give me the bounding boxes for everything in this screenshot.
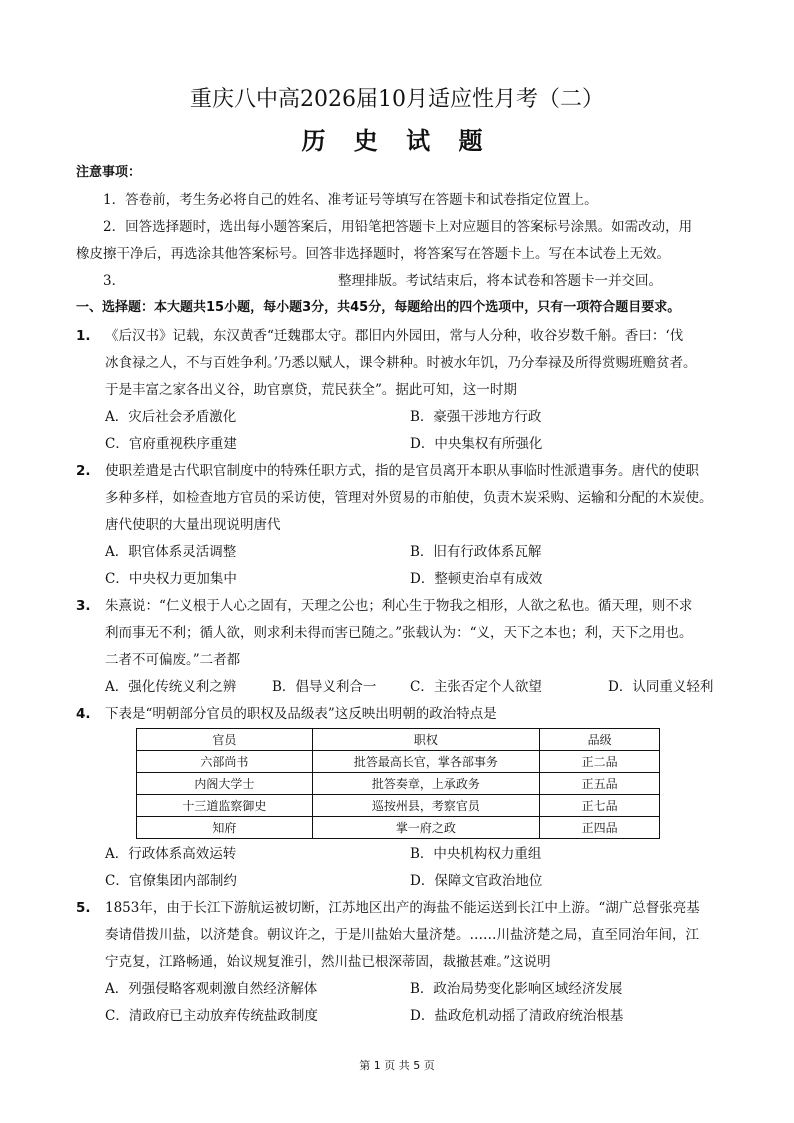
question-4-line-1: 下表是“明朝部分官员的职权及品级表”这反映出明朝的政治特点是 xyxy=(105,706,497,722)
notes-item-3-number: 3． xyxy=(103,273,126,289)
question-1-number: 1. xyxy=(76,328,91,344)
question-1-option-c: C．官府重视秩序重建 xyxy=(105,436,237,452)
table-cell: 六部尚书 xyxy=(137,751,313,773)
question-5-option-b: B．政治局势变化影响区域经济发展 xyxy=(410,981,623,997)
section-1-heading: 一、选择题：本大题共15小题，每小题3分，共45分，每题给出的四个选项中，只有一项符合题目要求。 xyxy=(76,300,681,315)
question-3-number: 3. xyxy=(76,598,91,614)
question-2-option-a: A．职官体系灵活调整 xyxy=(105,544,237,560)
notes-item-2-line-1: 2．回答选择题时，选出每小题答案后，用铅笔把答题卡上对应题目的答案标号涂黑。如需改动，用 xyxy=(103,219,693,235)
table-cell: 掌一府之政 xyxy=(312,817,540,839)
official-ranks-table xyxy=(136,728,660,839)
question-1-option-b: B．豪强干涉地方行政 xyxy=(410,409,542,425)
table-row xyxy=(137,773,660,795)
question-3-option-d: D．认同重义轻利 xyxy=(608,679,714,695)
question-2-line-2: 多种多样，如检查地方官员的采访使，管理对外贸易的市舶使，负责木炭采购、运输和分配的木炭使。 xyxy=(105,490,713,506)
table-header-row xyxy=(137,729,660,751)
table-row xyxy=(137,817,660,839)
subject-title: 历 史 试 题 xyxy=(301,127,493,155)
table-cell: 十三道监察御史 xyxy=(137,795,313,817)
question-2-option-d: D．整顿吏治卓有成效 xyxy=(410,571,543,587)
table-row xyxy=(137,795,660,817)
table-cell: 批答最高长官，掌各部事务 xyxy=(312,751,540,773)
question-2-line-3: 唐代使职的大量出现说明唐代 xyxy=(105,517,281,533)
question-1-option-d: D．中央集权有所强化 xyxy=(410,436,543,452)
question-4-option-d: D．保障文官政治地位 xyxy=(410,873,543,889)
question-4-option-b: B．中央机构权力重组 xyxy=(410,846,542,862)
table-header-official: 官员 xyxy=(137,729,313,751)
question-5-line-3: 宁克复，江路畅通，始议规复淮引，然川盐已根深蒂固，裁撤甚难。”这说明 xyxy=(105,954,551,970)
table-cell: 内阁大学士 xyxy=(137,773,313,795)
notes-item-2-line-2: 橡皮擦干净后，再选涂其他答案标号。回答非选择题时，将答案写在答题卡上。写在本试卷上无效。 xyxy=(76,246,670,262)
question-4-option-c: C．官僚集团内部制约 xyxy=(105,873,237,889)
table-cell: 正四品 xyxy=(540,817,660,839)
table-cell: 批答奏章，上承政务 xyxy=(312,773,540,795)
question-3-option-a: A．强化传统义利之辨 xyxy=(105,679,237,695)
exam-title: 重庆八中高2026届10月适应性月考（二） xyxy=(190,87,604,112)
question-5-option-a: A．列强侵略客观刺激自然经济解体 xyxy=(105,981,318,997)
table-header-authority: 职权 xyxy=(312,729,540,751)
question-3-line-1: 朱熹说：“仁义根于人心之固有，天理之公也；利心生于物我之相形，人欲之私也。循天理，则不求 xyxy=(105,598,693,614)
question-3-option-b: B．倡导义利合一 xyxy=(272,679,377,695)
question-2-line-1: 使职差遣是古代职官制度中的特殊任职方式，指的是官员离开本职从事临时性派遣事务。唐代的使职 xyxy=(105,463,699,479)
table-cell: 正二品 xyxy=(540,751,660,773)
question-5-number: 5. xyxy=(76,900,91,916)
page-number: 第 1 页 共 5 页 xyxy=(359,1059,435,1072)
question-5-line-1: 1853年，由于长江下游航运被切断，江苏地区出产的海盐不能运送到长江中上游。“湖广总督张亮基 xyxy=(105,900,700,916)
notes-item-1: 1．答卷前，考生务必将自己的姓名、准考证号等填写在答题卡和试卷指定位置上。 xyxy=(103,192,598,208)
question-5-option-c: C．清政府已主动放弃传统盐政制度 xyxy=(105,1008,318,1024)
question-2-option-b: B．旧有行政体系瓦解 xyxy=(410,544,542,560)
table-cell: 正五品 xyxy=(540,773,660,795)
question-5-option-d: D．盐政危机动摇了清政府统治根基 xyxy=(410,1008,624,1024)
table-header-rank: 品级 xyxy=(540,729,660,751)
question-3-option-c: C．主张否定个人欲望 xyxy=(410,679,542,695)
notes-heading: 注意事项： xyxy=(76,165,142,180)
question-4-option-a: A．行政体系高效运转 xyxy=(105,846,237,862)
table-cell: 知府 xyxy=(137,817,313,839)
question-4-number: 4. xyxy=(76,706,91,722)
table-row xyxy=(137,751,660,773)
question-2-option-c: C．中央权力更加集中 xyxy=(105,571,237,587)
question-3-line-3: 二者不可偏废。”二者都 xyxy=(105,652,241,668)
question-3-line-2: 利而事无不利；循人欲，则求利未得而害已随之。”张载认为：“义，天下之本也；利，天下之用也。 xyxy=(105,625,693,641)
question-1-line-2: 冰食禄之人，不与百姓争利。’乃悉以赋人，课令耕种。时被水年饥，乃分奉禄及所得赏赐班赡贫者。 xyxy=(105,355,697,371)
question-1-line-1: 《后汉书》记载，东汉黄香“迁魏郡太守。郡旧内外园田，常与人分种，收谷岁数千斛。香曰：‘伐 xyxy=(105,328,684,344)
notes-item-3-text: 整理排版。考试结束后，将本试卷和答题卡一并交回。 xyxy=(338,273,662,289)
question-5-line-2: 奏请借拨川盐，以济楚食。朝议许之，于是川盐始大量济楚。……川盐济楚之局，直至同治年间，江 xyxy=(105,927,699,943)
question-1-line-3: 于是丰富之家各出义谷，助官禀贷，荒民获全”。据此可知，这一时期 xyxy=(105,382,517,398)
question-1-option-a: A．灾后社会矛盾激化 xyxy=(105,409,237,425)
question-2-number: 2. xyxy=(76,463,91,479)
table-cell: 正七品 xyxy=(540,795,660,817)
table-cell: 巡按州县，考察官员 xyxy=(312,795,540,817)
